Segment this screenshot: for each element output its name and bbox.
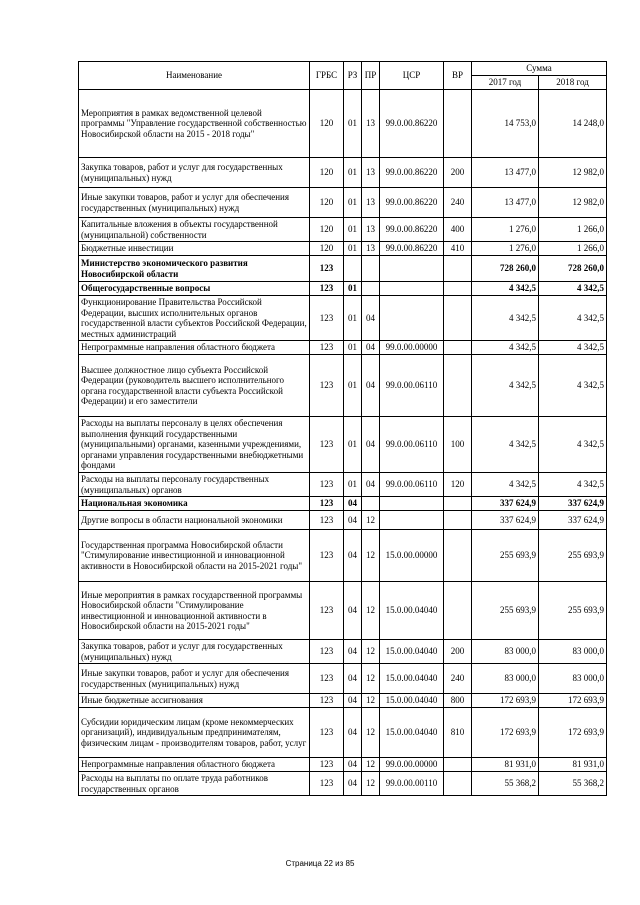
row-vr bbox=[444, 296, 472, 341]
row-sum-2017: 4 342,5 bbox=[472, 282, 539, 296]
row-name: Мероприятия в рамках ведомственной целевой программы "Управление государственной собственностью Новосибирской области на 2015 - 2018 годы" bbox=[79, 90, 310, 158]
row-rz: 01 bbox=[344, 355, 362, 417]
row-grbs: 123 bbox=[310, 664, 344, 694]
table-row bbox=[79, 296, 607, 341]
header-2017: 2017 год bbox=[472, 76, 539, 90]
row-sum-2017: 4 342,5 bbox=[472, 473, 539, 497]
row-sum-2017: 337 624,9 bbox=[472, 497, 539, 511]
row-sum-2017: 255 693,9 bbox=[472, 530, 539, 582]
table-row bbox=[79, 511, 607, 530]
row-name: Закупка товаров, работ и услуг для государственных (муниципальных) нужд bbox=[79, 640, 310, 664]
row-pr: 13 bbox=[362, 218, 380, 242]
row-pr: 12 bbox=[362, 640, 380, 664]
row-csr: 99.0.00.86220 bbox=[380, 90, 444, 158]
row-sum-2017: 172 693,9 bbox=[472, 708, 539, 758]
header-vr: ВР bbox=[444, 62, 472, 90]
row-vr bbox=[444, 582, 472, 640]
row-vr bbox=[444, 772, 472, 796]
row-grbs: 123 bbox=[310, 640, 344, 664]
row-csr: 15.0.00.04040 bbox=[380, 694, 444, 708]
row-csr: 99.0.00.86220 bbox=[380, 218, 444, 242]
table-row bbox=[79, 282, 607, 296]
row-name: Расходы на выплаты по оплате труда работников государственных органов bbox=[79, 772, 310, 796]
row-vr: 120 bbox=[444, 473, 472, 497]
row-rz: 01 bbox=[344, 473, 362, 497]
row-csr: 15.0.00.04040 bbox=[380, 708, 444, 758]
row-csr bbox=[380, 497, 444, 511]
row-rz: 04 bbox=[344, 664, 362, 694]
header-grbs: ГРБС bbox=[310, 62, 344, 90]
row-vr: 240 bbox=[444, 188, 472, 218]
row-sum-2018: 4 342,5 bbox=[539, 417, 607, 473]
row-vr: 410 bbox=[444, 242, 472, 256]
row-grbs: 123 bbox=[310, 473, 344, 497]
row-csr: 99.0.00.00110 bbox=[380, 772, 444, 796]
row-pr: 04 bbox=[362, 473, 380, 497]
row-pr: 12 bbox=[362, 772, 380, 796]
row-sum-2018: 337 624,9 bbox=[539, 497, 607, 511]
row-pr: 13 bbox=[362, 188, 380, 218]
row-rz: 01 bbox=[344, 158, 362, 188]
row-grbs: 123 bbox=[310, 296, 344, 341]
row-grbs: 120 bbox=[310, 188, 344, 218]
row-grbs: 120 bbox=[310, 242, 344, 256]
row-rz: 01 bbox=[344, 341, 362, 355]
row-grbs: 123 bbox=[310, 282, 344, 296]
row-pr: 12 bbox=[362, 758, 380, 772]
row-name: Иные бюджетные ассигнования bbox=[79, 694, 310, 708]
row-sum-2018: 81 931,0 bbox=[539, 758, 607, 772]
row-vr bbox=[444, 355, 472, 417]
row-sum-2017: 1 276,0 bbox=[472, 218, 539, 242]
row-sum-2018: 1 266,0 bbox=[539, 242, 607, 256]
row-pr: 12 bbox=[362, 511, 380, 530]
row-vr bbox=[444, 511, 472, 530]
row-name: Непрограммные направления областного бюджета bbox=[79, 341, 310, 355]
row-grbs: 123 bbox=[310, 355, 344, 417]
row-grbs: 120 bbox=[310, 90, 344, 158]
row-pr: 04 bbox=[362, 417, 380, 473]
header-name: Наименование bbox=[79, 62, 310, 90]
row-sum-2017: 14 753,0 bbox=[472, 90, 539, 158]
row-name: Функционирование Правительства Российской Федерации, высших исполнительных органов государственной власти субъектов Российской Федерации, местных администраций bbox=[79, 296, 310, 341]
row-sum-2017: 4 342,5 bbox=[472, 296, 539, 341]
row-pr bbox=[362, 256, 380, 282]
row-rz: 01 bbox=[344, 218, 362, 242]
row-csr: 99.0.00.06110 bbox=[380, 355, 444, 417]
table-row bbox=[79, 758, 607, 772]
row-rz: 01 bbox=[344, 282, 362, 296]
row-csr: 99.0.00.86220 bbox=[380, 158, 444, 188]
row-rz bbox=[344, 256, 362, 282]
row-rz: 04 bbox=[344, 772, 362, 796]
row-rz: 01 bbox=[344, 90, 362, 158]
row-pr: 04 bbox=[362, 341, 380, 355]
row-pr: 12 bbox=[362, 708, 380, 758]
row-pr: 04 bbox=[362, 355, 380, 417]
table-row bbox=[79, 640, 607, 664]
row-csr: 99.0.00.00000 bbox=[380, 758, 444, 772]
row-name: Государственная программа Новосибирской области "Стимулирование инвестиционной и инновационной активности в Новосибирской области на 2015-2021 годы" bbox=[79, 530, 310, 582]
row-sum-2018: 4 342,5 bbox=[539, 282, 607, 296]
row-vr: 240 bbox=[444, 664, 472, 694]
row-sum-2018: 337 624,9 bbox=[539, 511, 607, 530]
row-sum-2018: 55 368,2 bbox=[539, 772, 607, 796]
row-sum-2018: 12 982,0 bbox=[539, 158, 607, 188]
row-sum-2018: 1 266,0 bbox=[539, 218, 607, 242]
row-vr: 100 bbox=[444, 417, 472, 473]
row-grbs: 123 bbox=[310, 256, 344, 282]
row-sum-2018: 172 693,9 bbox=[539, 708, 607, 758]
row-vr: 200 bbox=[444, 640, 472, 664]
row-sum-2018: 4 342,5 bbox=[539, 355, 607, 417]
row-sum-2017: 83 000,0 bbox=[472, 664, 539, 694]
row-name: Капитальные вложения в объекты государственной (муниципальной) собственности bbox=[79, 218, 310, 242]
row-csr: 99.0.00.86220 bbox=[380, 188, 444, 218]
row-sum-2018: 14 248,0 bbox=[539, 90, 607, 158]
row-csr: 99.0.00.06110 bbox=[380, 417, 444, 473]
row-vr: 810 bbox=[444, 708, 472, 758]
row-grbs: 123 bbox=[310, 772, 344, 796]
row-rz: 04 bbox=[344, 758, 362, 772]
row-vr bbox=[444, 530, 472, 582]
table-row bbox=[79, 341, 607, 355]
row-csr: 15.0.00.04040 bbox=[380, 640, 444, 664]
row-grbs: 123 bbox=[310, 758, 344, 772]
row-sum-2017: 4 342,5 bbox=[472, 355, 539, 417]
row-csr bbox=[380, 282, 444, 296]
header-csr: ЦСР bbox=[380, 62, 444, 90]
table-row bbox=[79, 664, 607, 694]
row-rz: 04 bbox=[344, 497, 362, 511]
table-row bbox=[79, 218, 607, 242]
header-pr: ПР bbox=[362, 62, 380, 90]
row-sum-2018: 728 260,0 bbox=[539, 256, 607, 282]
row-pr bbox=[362, 497, 380, 511]
table-row bbox=[79, 772, 607, 796]
row-rz: 04 bbox=[344, 640, 362, 664]
row-sum-2017: 55 368,2 bbox=[472, 772, 539, 796]
row-sum-2017: 13 477,0 bbox=[472, 188, 539, 218]
row-vr bbox=[444, 282, 472, 296]
row-grbs: 123 bbox=[310, 582, 344, 640]
row-rz: 01 bbox=[344, 188, 362, 218]
row-grbs: 123 bbox=[310, 417, 344, 473]
row-vr bbox=[444, 758, 472, 772]
row-csr: 99.0.00.06110 bbox=[380, 473, 444, 497]
row-name: Высшее должностное лицо субъекта Российской Федерации (руководитель высшего исполнительного органа государственной власти субъекта Российской Федерации) и его заместители bbox=[79, 355, 310, 417]
row-csr: 99.0.00.00000 bbox=[380, 341, 444, 355]
row-name: Расходы на выплаты персоналу государственных (муниципальных) органов bbox=[79, 473, 310, 497]
table-row bbox=[79, 530, 607, 582]
row-name: Иные закупки товаров, работ и услуг для обеспечения государственных (муниципальных) нужд bbox=[79, 188, 310, 218]
row-rz: 01 bbox=[344, 417, 362, 473]
row-sum-2017: 81 931,0 bbox=[472, 758, 539, 772]
row-rz: 04 bbox=[344, 708, 362, 758]
table-row bbox=[79, 90, 607, 158]
row-sum-2018: 172 693,9 bbox=[539, 694, 607, 708]
row-sum-2017: 728 260,0 bbox=[472, 256, 539, 282]
row-csr: 15.0.00.00000 bbox=[380, 530, 444, 582]
table-row bbox=[79, 355, 607, 417]
header-rz: РЗ bbox=[344, 62, 362, 90]
row-sum-2018: 4 342,5 bbox=[539, 341, 607, 355]
row-sum-2017: 13 477,0 bbox=[472, 158, 539, 188]
budget-table bbox=[78, 61, 607, 796]
row-grbs: 123 bbox=[310, 708, 344, 758]
row-grbs: 123 bbox=[310, 497, 344, 511]
row-name: Другие вопросы в области национальной экономики bbox=[79, 511, 310, 530]
row-sum-2017: 1 276,0 bbox=[472, 242, 539, 256]
row-sum-2018: 83 000,0 bbox=[539, 664, 607, 694]
row-name: Бюджетные инвестиции bbox=[79, 242, 310, 256]
row-rz: 04 bbox=[344, 530, 362, 582]
row-pr: 04 bbox=[362, 296, 380, 341]
row-vr bbox=[444, 90, 472, 158]
row-pr bbox=[362, 282, 380, 296]
row-sum-2017: 4 342,5 bbox=[472, 417, 539, 473]
row-sum-2017: 4 342,5 bbox=[472, 341, 539, 355]
row-name: Иные закупки товаров, работ и услуг для обеспечения государственных (муниципальных) нужд bbox=[79, 664, 310, 694]
table-row bbox=[79, 708, 607, 758]
row-sum-2017: 255 693,9 bbox=[472, 582, 539, 640]
header-sum: Сумма bbox=[472, 62, 607, 76]
row-grbs: 120 bbox=[310, 158, 344, 188]
row-rz: 04 bbox=[344, 582, 362, 640]
row-pr: 12 bbox=[362, 664, 380, 694]
table-row bbox=[79, 188, 607, 218]
table-row bbox=[79, 158, 607, 188]
table-row bbox=[79, 256, 607, 282]
row-name: Министерство экономического развития Новосибирской области bbox=[79, 256, 310, 282]
row-pr: 12 bbox=[362, 582, 380, 640]
row-pr: 12 bbox=[362, 530, 380, 582]
row-name: Субсидии юридическим лицам (кроме некоммерческих организаций), индивидуальным предпринимателям, физическим лицам - производителям товаров, работ, услуг bbox=[79, 708, 310, 758]
row-grbs: 123 bbox=[310, 511, 344, 530]
header-2018: 2018 год bbox=[539, 76, 607, 90]
row-rz: 01 bbox=[344, 296, 362, 341]
row-vr bbox=[444, 497, 472, 511]
row-vr: 800 bbox=[444, 694, 472, 708]
row-name: Иные мероприятия в рамках государственной программы Новосибирской области "Стимулирование инвестиционной и инновационной активности в Новосибирской области на 2015-2021 годы" bbox=[79, 582, 310, 640]
row-pr: 13 bbox=[362, 158, 380, 188]
row-pr: 13 bbox=[362, 242, 380, 256]
page-footer: Страница 22 из 85 bbox=[285, 859, 355, 868]
row-rz: 01 bbox=[344, 242, 362, 256]
row-pr: 12 bbox=[362, 694, 380, 708]
table-row bbox=[79, 242, 607, 256]
row-sum-2018: 255 693,9 bbox=[539, 582, 607, 640]
row-name: Расходы на выплаты персоналу в целях обеспечения выполнения функций государственными (муниципальными) органами, казенными учреждениями, органами управления государственными внебюджетными фондами bbox=[79, 417, 310, 473]
row-sum-2018: 4 342,5 bbox=[539, 473, 607, 497]
row-name: Непрограммные направления областного бюджета bbox=[79, 758, 310, 772]
row-csr bbox=[380, 296, 444, 341]
row-name: Общегосударственные вопросы bbox=[79, 282, 310, 296]
row-vr: 400 bbox=[444, 218, 472, 242]
row-sum-2017: 172 693,9 bbox=[472, 694, 539, 708]
row-pr: 13 bbox=[362, 90, 380, 158]
row-grbs: 123 bbox=[310, 341, 344, 355]
row-sum-2018: 12 982,0 bbox=[539, 188, 607, 218]
row-sum-2018: 255 693,9 bbox=[539, 530, 607, 582]
table-row bbox=[79, 417, 607, 473]
row-csr bbox=[380, 256, 444, 282]
row-grbs: 123 bbox=[310, 530, 344, 582]
row-csr: 15.0.00.04040 bbox=[380, 664, 444, 694]
row-csr: 99.0.00.86220 bbox=[380, 242, 444, 256]
table-row bbox=[79, 497, 607, 511]
row-sum-2018: 4 342,5 bbox=[539, 296, 607, 341]
row-vr: 200 bbox=[444, 158, 472, 188]
table-row bbox=[79, 694, 607, 708]
row-vr bbox=[444, 256, 472, 282]
row-name: Национальная экономика bbox=[79, 497, 310, 511]
row-csr: 15.0.00.04040 bbox=[380, 582, 444, 640]
row-sum-2018: 83 000,0 bbox=[539, 640, 607, 664]
row-sum-2017: 83 000,0 bbox=[472, 640, 539, 664]
row-vr bbox=[444, 341, 472, 355]
row-grbs: 120 bbox=[310, 218, 344, 242]
table-row bbox=[79, 582, 607, 640]
row-grbs: 123 bbox=[310, 694, 344, 708]
row-rz: 04 bbox=[344, 694, 362, 708]
row-rz: 04 bbox=[344, 511, 362, 530]
row-name: Закупка товаров, работ и услуг для государственных (муниципальных) нужд bbox=[79, 158, 310, 188]
row-sum-2017: 337 624,9 bbox=[472, 511, 539, 530]
row-csr bbox=[380, 511, 444, 530]
table-row bbox=[79, 473, 607, 497]
